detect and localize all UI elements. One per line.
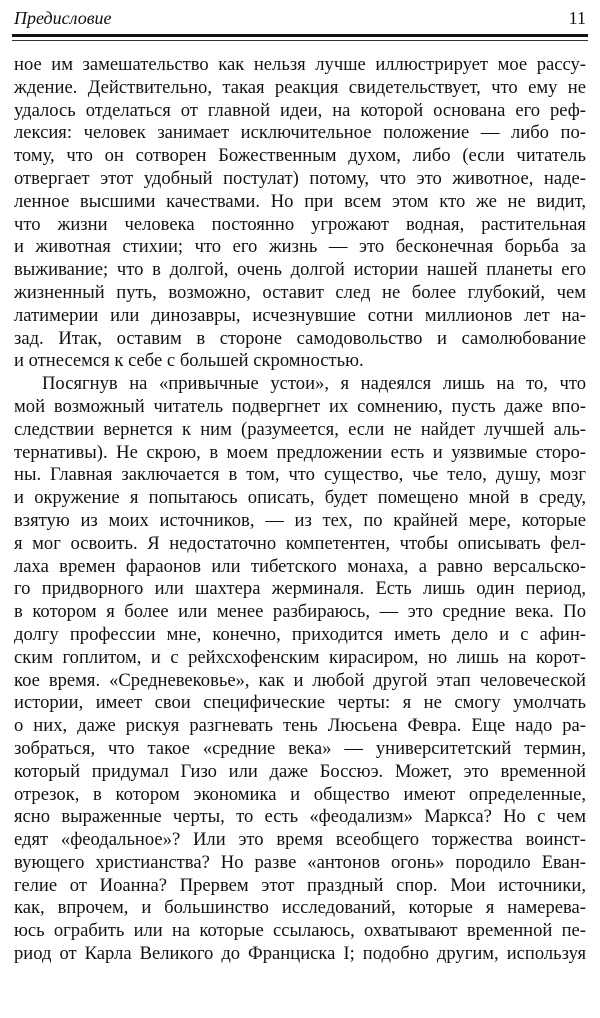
text-line: ное им замешательство как нельзя лучше иллюстрирует мое рассу-	[14, 54, 586, 75]
text-line: в котором я более или менее разбираюсь, — это средние века. По	[14, 601, 586, 623]
running-title: Предисловие	[14, 8, 112, 28]
header-rule-thin	[12, 40, 588, 41]
text-line: латимерии или динозавры, исчезнувшие сотни миллионов лет на-	[14, 304, 586, 326]
text-line: жизненный путь, возможно, оставит след не более глубокий, чем	[14, 281, 586, 303]
text-line: и животная стихии; что его жизнь — это бесконечная борьба за	[14, 236, 586, 258]
text-line: долгу профессии мне, конечно, приходится иметь дело и с афин-	[14, 623, 586, 645]
text-line: зобраться, что такое «средние века» — университетский термин,	[14, 737, 586, 759]
header-rule-thick	[12, 34, 588, 37]
text-line: риод от Карла Великого до Франциска I; подобно другим, используя	[14, 943, 586, 965]
text-line: кое время. «Средневековье», как и любой другой этап человеческой	[14, 669, 586, 691]
text-line: ждение. Действительно, такая реакция свидетельствует, что ему не	[14, 76, 586, 98]
text-line: который придумал Гизо или даже Боссюэ. Может, это временной	[14, 760, 586, 782]
text-line: отрезок, в котором экономика и общество имеют определенные,	[14, 783, 586, 805]
text-line: тернативы). Не скрою, в моем предложении есть и уязвимые сторо-	[14, 441, 586, 463]
text-line: ясно выраженные черты, то есть «феодализм» Маркса? Но с чем	[14, 806, 586, 828]
text-line: тому, что он сотворен Божественным духом, либо (если читатель	[14, 145, 586, 167]
text-line: Посягнув на «привычные устои», я надеялся лишь на то, что	[42, 373, 586, 395]
text-line: отвергает этот удобный постулат) потому, что это животное, наде-	[14, 167, 586, 189]
body-text	[14, 54, 586, 966]
text-line: едят «феодальное»? Или это время всеобщего торжества воинст-	[14, 829, 586, 851]
text-line: и отнесемся к себе с большей скромностью.	[14, 350, 364, 372]
text-line: вующего христианства? Но разве «антонов огонь» породило Еван-	[14, 851, 586, 873]
text-line: взятую из моих источников, — из тех, по крайней мере, которые	[14, 509, 586, 531]
text-line: юсь ограбить или на которые ссылаюсь, охватывают временной пе-	[14, 920, 586, 942]
text-line: следствии вернется к ним (разумеется, если не найдет лучшей аль-	[14, 418, 586, 440]
text-line: как, впрочем, и большинство исследований, которые я намерева-	[14, 897, 586, 919]
text-line: что жизни человека постоянно угрожают водная, растительная	[14, 213, 586, 235]
text-line: выживание; что в долгой, очень долгой истории нашей планеты его	[14, 259, 586, 281]
text-line: ским гоплитом, и с рейхсхофенским кирасиром, но лишь на корот-	[14, 646, 586, 668]
text-line: зад. Итак, оставим в стороне самодовольство и самолюбование	[14, 327, 586, 349]
text-line: и окружение я попытаюсь описать, будет помещено мной в среду,	[14, 487, 586, 509]
text-line: я мог освоить. Я недостаточно компетентен, чтобы описывать фел-	[14, 532, 586, 554]
text-line: удалось отделаться от главной идеи, на которой основана его реф-	[14, 99, 586, 121]
text-line: лексия: человек занимает исключительное положение — либо по-	[14, 122, 586, 144]
text-line: истории, имеет свои специфические черты: я не смогу умолчать	[14, 692, 586, 714]
page-header	[14, 4, 586, 32]
text-line: гелие от Иоанна? Прервем этот праздный спор. Мои источники,	[14, 874, 586, 896]
text-line: мой возможный читатель подвергнет их сомнению, пусть даже впо-	[14, 395, 586, 417]
text-line: лаха времен фараонов или тибетского монаха, а равно версальско-	[14, 555, 586, 577]
text-line: ны. Главная заключается в том, что существо, чье тело, душу, мозг	[14, 464, 586, 486]
text-line: го придворного или шахтера жерминаля. Есть лишь один период,	[14, 578, 586, 600]
text-line: о них, даже рискуя разгневать тень Люсьена Февра. Еще надо ра-	[14, 715, 586, 737]
page-number: 11	[568, 8, 586, 28]
text-line: ленное высшими качествами. Но при всем этом кто же не видит,	[14, 190, 586, 212]
